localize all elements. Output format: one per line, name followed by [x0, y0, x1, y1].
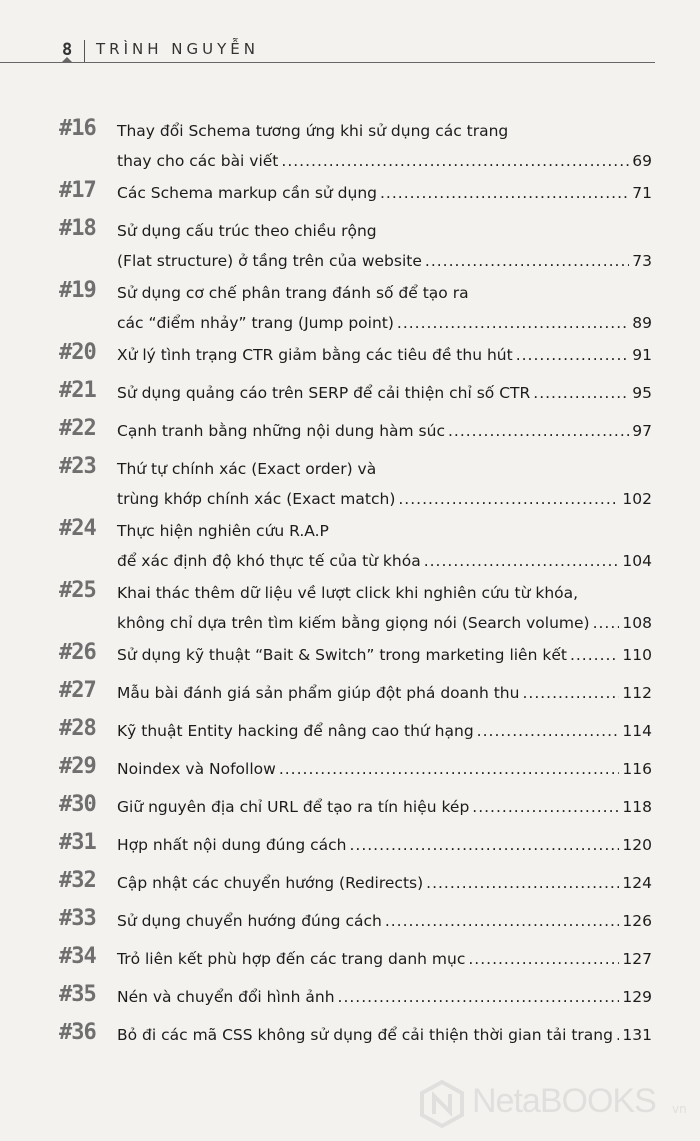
entry-title-line: Sử dụng chuyển hướng đúng cách — [117, 912, 382, 930]
dot-leader — [616, 1020, 619, 1050]
dot-leader — [424, 546, 620, 576]
entry-page-number: 131 — [622, 1026, 652, 1044]
entry-body — [117, 178, 652, 208]
author-name: TRÌNH NGUYỄN — [96, 40, 259, 58]
dot-leader — [380, 178, 629, 208]
entry-page-number: 129 — [622, 988, 652, 1006]
entry-page-number: 124 — [622, 874, 652, 892]
entry-page-number: 89 — [632, 314, 652, 332]
entry-number: #16 — [59, 116, 96, 141]
entry-number: #21 — [59, 378, 96, 403]
entry-number: #19 — [59, 278, 96, 303]
entry-body — [117, 116, 652, 176]
entry-body — [117, 278, 652, 338]
entry-title-line: trùng khớp chính xác (Exact match) — [117, 490, 396, 508]
entry-number: #35 — [59, 982, 96, 1007]
entry-number: #27 — [59, 678, 96, 703]
entry-last-line — [117, 944, 652, 974]
entry-last-line — [117, 416, 652, 446]
entry-title-line: không chỉ dựa trên tìm kiếm bằng giọng nói (Search volume) — [117, 614, 590, 632]
entry-body — [117, 454, 652, 514]
entry-last-line — [117, 178, 652, 208]
entry-number: #20 — [59, 340, 96, 365]
entry-page-number: 120 — [622, 836, 652, 854]
entry-page-number: 69 — [632, 152, 652, 170]
header-rule — [0, 62, 655, 63]
page-header — [0, 34, 700, 74]
entry-last-line — [117, 1020, 652, 1050]
entry-last-line — [117, 378, 652, 408]
entry-title-line: Xử lý tình trạng CTR giảm bằng các tiêu đề thu hút — [117, 346, 513, 364]
entry-body — [117, 578, 652, 638]
entry-last-line — [117, 982, 652, 1012]
netabooks-logo-icon — [418, 1080, 466, 1128]
entry-title-line: thay cho các bài viết — [117, 152, 279, 170]
entry-title-line: Thực hiện nghiên cứu R.A.P — [117, 522, 329, 540]
entry-body — [117, 792, 652, 822]
dot-leader — [468, 944, 619, 974]
entry-last-line — [117, 830, 652, 860]
entry-body — [117, 1020, 652, 1050]
entry-body — [117, 378, 652, 408]
entry-title-line: Bỏ đi các mã CSS không sử dụng để cải thiện thời gian tải trang — [117, 1026, 613, 1044]
entry-body — [117, 944, 652, 974]
entry-last-line — [117, 484, 652, 514]
entry-title-line: Sử dụng quảng cáo trên SERP để cải thiện chỉ số CTR — [117, 384, 531, 402]
entry-title-line: các “điểm nhảy” trang (Jump point) — [117, 314, 394, 332]
entry-page-number: 95 — [632, 384, 652, 402]
entry-number: #31 — [59, 830, 96, 855]
dot-leader — [593, 608, 620, 638]
entry-number: #22 — [59, 416, 96, 441]
dot-leader — [279, 754, 620, 784]
watermark-brand: NetaBOOKS — [472, 1082, 656, 1120]
entry-last-line — [117, 608, 652, 638]
dot-leader — [448, 416, 629, 446]
entry-title-line: Noindex và Nofollow — [117, 760, 276, 778]
entry-last-line — [117, 246, 652, 276]
dot-leader — [477, 716, 620, 746]
entry-number: #34 — [59, 944, 96, 969]
entry-last-line — [117, 868, 652, 898]
dot-leader — [281, 146, 629, 176]
entry-body — [117, 340, 652, 370]
dot-leader — [533, 378, 629, 408]
entry-number: #24 — [59, 516, 96, 541]
entry-title-line: Khai thác thêm dữ liệu về lượt click khi nghiên cứu từ khóa, — [117, 584, 579, 602]
entry-title-line: Giữ nguyên địa chỉ URL để tạo ra tín hiệu kép — [117, 798, 470, 816]
entry-page-number: 71 — [632, 184, 652, 202]
entry-page-number: 102 — [622, 490, 652, 508]
entry-number: #32 — [59, 868, 96, 893]
dot-leader — [472, 792, 619, 822]
header-divider — [84, 40, 85, 62]
entry-body — [117, 868, 652, 898]
entry-number: #23 — [59, 454, 96, 479]
entry-title-line: Kỹ thuật Entity hacking để nâng cao thứ hạng — [117, 722, 474, 740]
entry-title-line: Sử dụng kỹ thuật “Bait & Switch” trong marketing liên kết — [117, 646, 567, 664]
entry-last-line — [117, 792, 652, 822]
entry-last-line — [117, 678, 652, 708]
entry-body — [117, 830, 652, 860]
entry-number: #33 — [59, 906, 96, 931]
entry-title-line: Sử dụng cơ chế phân trang đánh số để tạo ra — [117, 284, 469, 302]
entry-body — [117, 516, 652, 576]
entry-number: #30 — [59, 792, 96, 817]
entry-title-line: Nén và chuyển đổi hình ảnh — [117, 988, 335, 1006]
entry-last-line — [117, 146, 652, 176]
watermark — [418, 1076, 698, 1136]
entry-page-number: 73 — [632, 252, 652, 270]
entry-page-number: 114 — [622, 722, 652, 740]
entry-title-line: (Flat structure) ở tầng trên của website — [117, 252, 422, 270]
entry-title-line: để xác định độ khó thực tế của từ khóa — [117, 552, 421, 570]
dot-leader — [338, 982, 620, 1012]
dot-leader — [522, 678, 619, 708]
entry-title-line: Thứ tự chính xác (Exact order) và — [117, 460, 377, 478]
entry-page-number: 127 — [622, 950, 652, 968]
entry-body — [117, 754, 652, 784]
entry-page-number: 112 — [622, 684, 652, 702]
entry-title-line: Cạnh tranh bằng những nội dung hàm súc — [117, 422, 445, 440]
dot-leader — [425, 246, 629, 276]
header-marker-icon — [62, 57, 72, 62]
entry-title-line: Sử dụng cấu trúc theo chiều rộng — [117, 222, 377, 240]
watermark-suffix: vn — [672, 1102, 687, 1116]
entry-body — [117, 678, 652, 708]
entry-last-line — [117, 716, 652, 746]
entry-body — [117, 640, 652, 670]
entry-title-line: Các Schema markup cần sử dụng — [117, 184, 377, 202]
entry-number: #25 — [59, 578, 96, 603]
entry-page-number: 108 — [622, 614, 652, 632]
dot-leader — [385, 906, 620, 936]
entry-last-line — [117, 340, 652, 370]
entry-last-line — [117, 546, 652, 576]
entry-body — [117, 416, 652, 446]
entry-number: #36 — [59, 1020, 96, 1045]
entry-last-line — [117, 906, 652, 936]
dot-leader — [570, 640, 619, 670]
entry-page-number: 116 — [622, 760, 652, 778]
entry-number: #17 — [59, 178, 96, 203]
entry-title-line: Hợp nhất nội dung đúng cách — [117, 836, 347, 854]
entry-body — [117, 716, 652, 746]
dot-leader — [516, 340, 630, 370]
entry-number: #29 — [59, 754, 96, 779]
entry-page-number: 110 — [622, 646, 652, 664]
entry-last-line — [117, 308, 652, 338]
entry-last-line — [117, 640, 652, 670]
entry-number: #18 — [59, 216, 96, 241]
entry-page-number: 104 — [622, 552, 652, 570]
entry-title-line: Mẫu bài đánh giá sản phẩm giúp đột phá doanh thu — [117, 684, 520, 702]
entry-number: #28 — [59, 716, 96, 741]
dot-leader — [349, 830, 619, 860]
dot-leader — [426, 868, 619, 898]
entry-number: #26 — [59, 640, 96, 665]
entry-last-line — [117, 754, 652, 784]
entry-body — [117, 906, 652, 936]
entry-page-number: 126 — [622, 912, 652, 930]
entry-title-line: Trỏ liên kết phù hợp đến các trang danh mục — [117, 950, 466, 968]
entry-body — [117, 216, 652, 276]
entry-page-number: 118 — [622, 798, 652, 816]
entry-body — [117, 982, 652, 1012]
entry-page-number: 97 — [632, 422, 652, 440]
dot-leader — [397, 308, 629, 338]
entry-title-line: Cập nhật các chuyển hướng (Redirects) — [117, 874, 424, 892]
entry-page-number: 91 — [632, 346, 652, 364]
dot-leader — [398, 484, 619, 514]
entry-title-line: Thay đổi Schema tương ứng khi sử dụng các trang — [117, 122, 509, 140]
page-number: 8 — [62, 40, 73, 60]
